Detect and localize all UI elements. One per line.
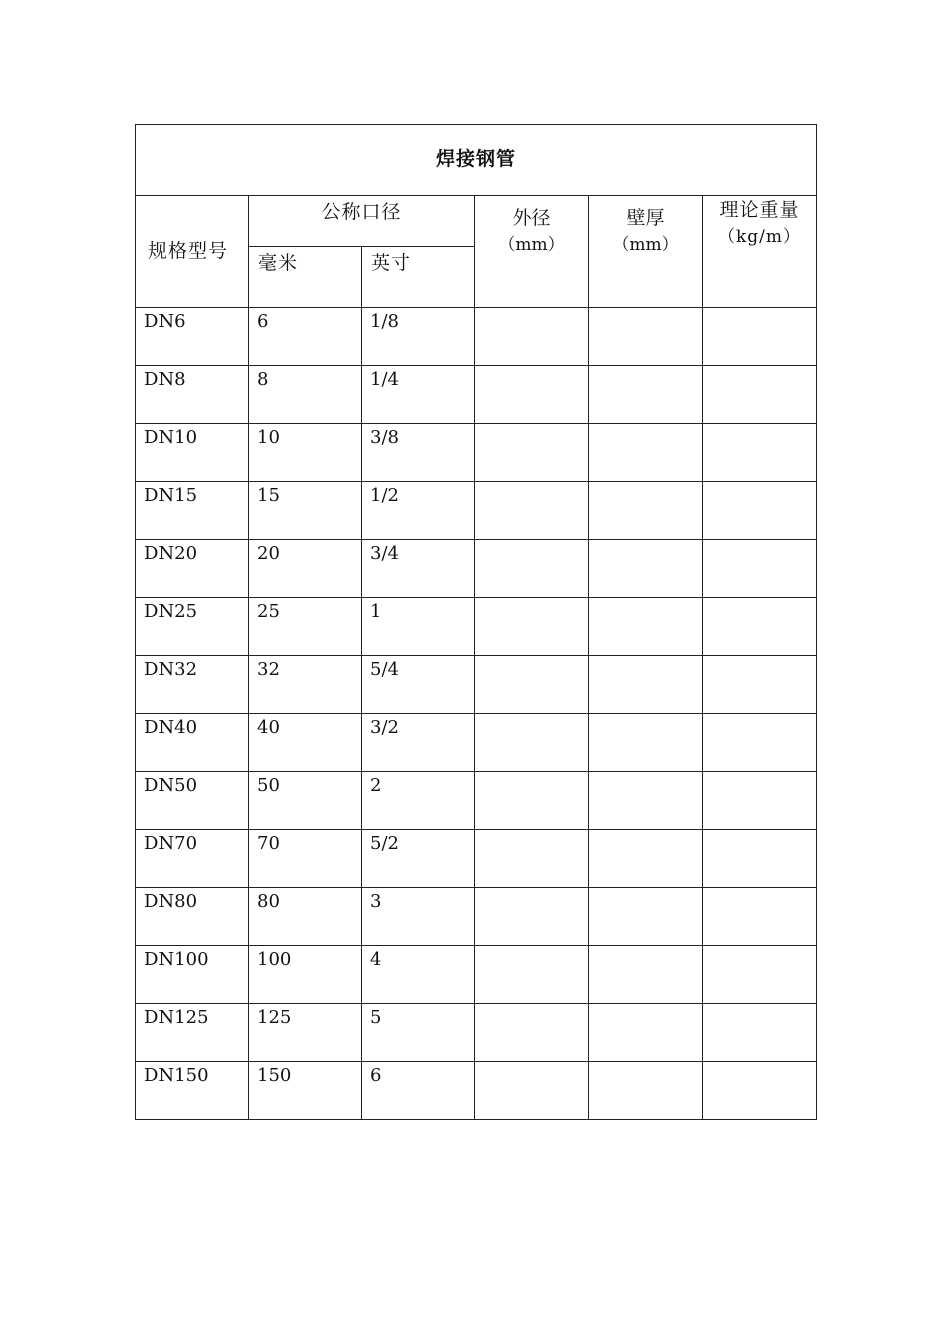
outer-diameter-cell: [475, 714, 589, 772]
table-row: [136, 946, 817, 1004]
header-nominal-diameter: 公称口径: [249, 196, 475, 247]
title-row: [136, 125, 817, 196]
inch-cell: 1: [362, 598, 475, 656]
outer-diameter-cell: [475, 598, 589, 656]
mm-cell: 25: [249, 598, 362, 656]
mm-cell: 6: [249, 308, 362, 366]
outer-diameter-cell: [475, 540, 589, 598]
wall-thickness-cell: [589, 308, 703, 366]
weight-cell: [703, 772, 817, 830]
wall-thickness-cell: [589, 482, 703, 540]
steel-pipe-table: [135, 124, 817, 1120]
header-weight-label: 理论重量: [719, 199, 800, 221]
mm-cell: 32: [249, 656, 362, 714]
mm-cell: 20: [249, 540, 362, 598]
spec-cell: DN6: [136, 308, 249, 366]
mm-cell: 8: [249, 366, 362, 424]
table-row: [136, 772, 817, 830]
wall-thickness-cell: [589, 424, 703, 482]
mm-cell: 15: [249, 482, 362, 540]
spec-cell: DN150: [136, 1062, 249, 1120]
header-mm: 毫米: [249, 247, 362, 308]
wall-thickness-cell: [589, 1004, 703, 1062]
table-row: [136, 656, 817, 714]
header-wall-thickness-unit: （mm）: [612, 234, 679, 255]
wall-thickness-cell: [589, 830, 703, 888]
table-row: [136, 1062, 817, 1120]
table-row: [136, 308, 817, 366]
table-row: [136, 830, 817, 888]
header-outer-diameter-unit: （mm）: [498, 234, 565, 255]
inch-cell: 5/2: [362, 830, 475, 888]
table-row: [136, 482, 817, 540]
weight-cell: [703, 714, 817, 772]
outer-diameter-cell: [475, 424, 589, 482]
inch-cell: 3/8: [362, 424, 475, 482]
weight-cell: [703, 830, 817, 888]
spec-cell: DN100: [136, 946, 249, 1004]
weight-cell: [703, 656, 817, 714]
spec-cell: DN25: [136, 598, 249, 656]
outer-diameter-cell: [475, 366, 589, 424]
wall-thickness-cell: [589, 366, 703, 424]
spec-cell: DN70: [136, 830, 249, 888]
outer-diameter-cell: [475, 830, 589, 888]
spec-cell: DN15: [136, 482, 249, 540]
mm-cell: 10: [249, 424, 362, 482]
wall-thickness-cell: [589, 946, 703, 1004]
inch-cell: 2: [362, 772, 475, 830]
mm-cell: 100: [249, 946, 362, 1004]
mm-cell: 125: [249, 1004, 362, 1062]
wall-thickness-cell: [589, 598, 703, 656]
header-inch: 英寸: [362, 247, 475, 308]
table-row: [136, 1004, 817, 1062]
inch-cell: 3/2: [362, 714, 475, 772]
spec-cell: DN125: [136, 1004, 249, 1062]
header-spec: 规格型号: [136, 196, 249, 308]
header-theoretical-weight: [703, 196, 817, 308]
spec-cell: DN40: [136, 714, 249, 772]
weight-cell: [703, 424, 817, 482]
mm-cell: 50: [249, 772, 362, 830]
header-outer-diameter: [475, 196, 589, 308]
spec-cell: DN32: [136, 656, 249, 714]
table-row: [136, 424, 817, 482]
weight-cell: [703, 1004, 817, 1062]
table-row: [136, 540, 817, 598]
header-outer-diameter-label: 外径: [512, 207, 551, 229]
wall-thickness-cell: [589, 656, 703, 714]
header-wall-thickness: [589, 196, 703, 308]
inch-cell: 5/4: [362, 656, 475, 714]
weight-cell: [703, 888, 817, 946]
wall-thickness-cell: [589, 540, 703, 598]
wall-thickness-cell: [589, 888, 703, 946]
inch-cell: 3: [362, 888, 475, 946]
table-title: 焊接钢管: [136, 125, 817, 196]
weight-cell: [703, 540, 817, 598]
header-weight-unit: （kg/m）: [717, 226, 802, 247]
weight-cell: [703, 598, 817, 656]
spec-cell: DN50: [136, 772, 249, 830]
header-wall-thickness-label: 壁厚: [626, 207, 665, 229]
weight-cell: [703, 366, 817, 424]
header-row-1: [136, 196, 817, 247]
outer-diameter-cell: [475, 308, 589, 366]
inch-cell: 5: [362, 1004, 475, 1062]
table-row: [136, 714, 817, 772]
mm-cell: 80: [249, 888, 362, 946]
table-row: [136, 888, 817, 946]
weight-cell: [703, 482, 817, 540]
outer-diameter-cell: [475, 772, 589, 830]
table-row: [136, 366, 817, 424]
wall-thickness-cell: [589, 772, 703, 830]
mm-cell: 150: [249, 1062, 362, 1120]
inch-cell: 6: [362, 1062, 475, 1120]
inch-cell: 1/2: [362, 482, 475, 540]
table-row: [136, 598, 817, 656]
outer-diameter-cell: [475, 482, 589, 540]
spec-cell: DN10: [136, 424, 249, 482]
outer-diameter-cell: [475, 656, 589, 714]
inch-cell: 4: [362, 946, 475, 1004]
inch-cell: 3/4: [362, 540, 475, 598]
outer-diameter-cell: [475, 1062, 589, 1120]
mm-cell: 40: [249, 714, 362, 772]
spec-cell: DN20: [136, 540, 249, 598]
wall-thickness-cell: [589, 1062, 703, 1120]
outer-diameter-cell: [475, 888, 589, 946]
inch-cell: 1/4: [362, 366, 475, 424]
weight-cell: [703, 1062, 817, 1120]
mm-cell: 70: [249, 830, 362, 888]
inch-cell: 1/8: [362, 308, 475, 366]
spec-cell: DN8: [136, 366, 249, 424]
outer-diameter-cell: [475, 946, 589, 1004]
weight-cell: [703, 308, 817, 366]
wall-thickness-cell: [589, 714, 703, 772]
spec-cell: DN80: [136, 888, 249, 946]
weight-cell: [703, 946, 817, 1004]
outer-diameter-cell: [475, 1004, 589, 1062]
